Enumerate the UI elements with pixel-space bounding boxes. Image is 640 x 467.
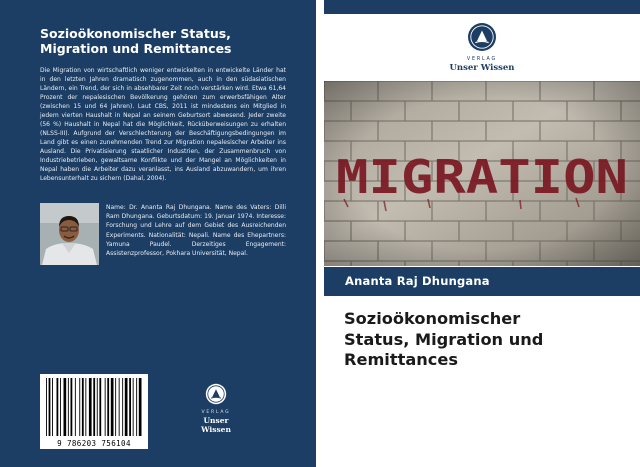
book-emblem-icon — [205, 383, 227, 405]
author-bio: Name: Dr. Ananta Raj Dhungana. Name des Vaters: Dilli Ram Dhungana. Geburtsdatum: 19. Januar 1974. Interesse: Forschung und Lehre auf dem Gebiet des Ausreichenden Experiments. Nationalität: Nepali. Name des Ehepartners: Yamuna Paudel. Derzeitiges Engagement: Assistenzprofessor, Pokhara Universität, Nepal. — [106, 204, 286, 258]
front-title-line3: Remittances — [344, 350, 458, 369]
barcode-bars — [40, 374, 148, 438]
author-name: Ananta Raj Dhungana — [345, 274, 490, 288]
back-cover-blurb: Die Migration von wirtschaftlich weniger entwickelten in entwickelte Länder hat in den letzten Jahren dramatisch zugenommen, auch in den südasiatischen Ländern, ein Trend, der sich in absehbarer Zeit noch verstärken wird. Etwa 61,64 Prozent der nepalesischen Bevölkerung gehören zum erwerbsfähigen Alter (zwischen 15 und 64 Jahren). Laut CBS, 2011 ist mindestens ein Mitglied in jedem vierten Haushalt in Nepal an seinem Geburtsort abwesend. Jeder zweite (56 %) Haushalt in Nepal hat die Möglichkeit, Rücküberweisungen zu erhalten (NLSS-III). Aufgrund der Verschlechterung der Beschäftigungsbedingungen im Land gibt es einen zunehmenden Trend zur Migration nepalesischer Arbeiter ins Ausland. Die Privatisierung staatlicher Industrien, der Zusammenbruch von Industriebetrieben, gewaltsame Konflikte und der Mangel an Möglichkeiten in Nepal haben die Arbeiter dazu veranlasst, ins Ausland abzuwandern, um ihren Lebensunterhalt zu sichern (Dahal, 2004). — [40, 67, 286, 182]
back-title-line2: Migration und Remittances — [40, 41, 232, 56]
front-title-line1: Sozioökonomischer — [344, 309, 521, 328]
front-logo-name: Unser Wissen — [449, 63, 515, 73]
front-title-line2: Status, Migration und — [344, 329, 544, 349]
front-cover — [324, 0, 640, 467]
book-emblem-icon — [467, 22, 497, 52]
author-photo — [40, 203, 99, 265]
front-top-bar — [324, 0, 640, 14]
back-publisher-logo — [188, 383, 244, 434]
front-publisher-logo — [442, 22, 522, 73]
front-logo-verlag: VERLAG — [466, 57, 498, 62]
back-cover — [0, 0, 316, 467]
barcode — [40, 374, 148, 449]
author-bar — [324, 267, 640, 296]
back-title-line1: Sozioökonomischer Status, — [40, 26, 231, 41]
back-logo-verlag: VERLAG — [201, 410, 231, 415]
front-cover-title — [344, 309, 624, 371]
back-logo-name: Unser Wissen — [201, 416, 231, 434]
cover-photo-brick-wall — [324, 81, 640, 266]
back-cover-title — [40, 26, 300, 56]
barcode-number: 9 786203 756104 — [57, 439, 131, 448]
